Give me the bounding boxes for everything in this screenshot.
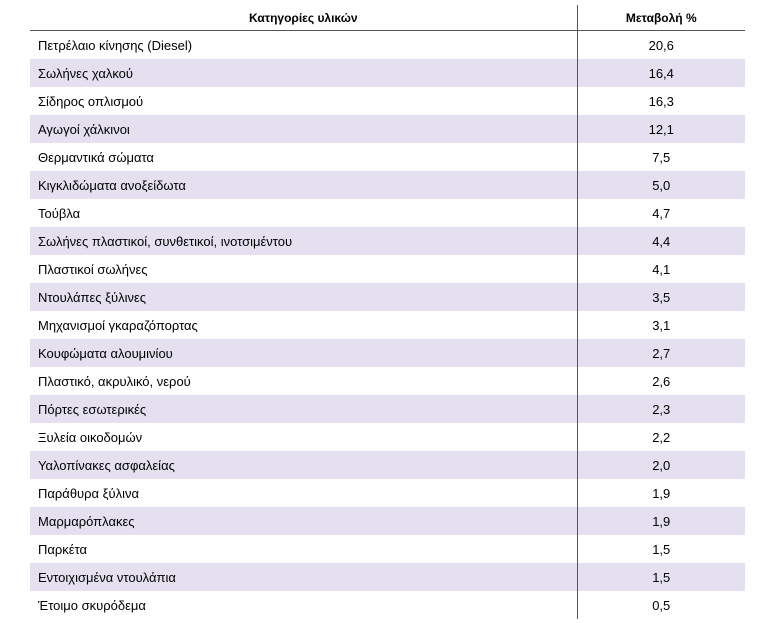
change-percent-cell: 2,7 — [577, 339, 745, 367]
material-category-cell: Πλαστικό, ακρυλικό, νερού — [38, 373, 191, 389]
table-row — [30, 451, 745, 479]
material-category-cell: Σωλήνες χαλκού — [30, 59, 577, 87]
material-category-cell: Έτοιμο σκυρόδεμα — [38, 597, 146, 613]
material-category-cell: Αγωγοί χάλκινοι — [30, 115, 577, 143]
table-row — [30, 31, 745, 60]
change-percent-cell: 1,9 — [577, 479, 745, 507]
material-category-cell: Θερμαντικά σώματα — [38, 149, 154, 165]
table-row — [30, 535, 745, 563]
change-percent-cell: 20,6 — [577, 31, 745, 60]
column-header-category: Κατηγορίες υλικών — [30, 5, 577, 31]
table-row — [30, 283, 745, 311]
change-percent-cell: 2,6 — [577, 367, 745, 395]
change-percent-cell: 3,5 — [577, 283, 745, 311]
change-percent-cell: 0,5 — [577, 591, 745, 619]
change-percent-cell: 2,3 — [577, 395, 745, 423]
material-category-cell: Ξυλεία οικοδομών — [38, 429, 143, 445]
change-percent-cell: 2,2 — [577, 423, 745, 451]
change-percent-cell: 1,5 — [577, 563, 745, 591]
materials-price-change-table — [30, 5, 745, 619]
change-percent-cell: 7,5 — [577, 143, 745, 171]
change-percent-cell: 2,0 — [577, 451, 745, 479]
table-row — [30, 171, 745, 199]
header-row — [30, 5, 745, 31]
material-category-cell: Εντοιχισμένα ντουλάπια — [30, 563, 577, 591]
table-row — [30, 563, 745, 591]
material-category-cell: Πλαστικοί σωλήνες — [38, 261, 148, 277]
material-category-cell: Πετρέλαιο κίνησης (Diesel) — [38, 37, 193, 53]
table-row — [30, 115, 745, 143]
material-category-cell: Κιγκλιδώματα ανοξείδωτα — [30, 171, 577, 199]
column-header-change: Μεταβολή % — [577, 5, 745, 31]
material-category-cell: Πόρτες εσωτερικές — [30, 395, 577, 423]
change-percent-cell: 4,4 — [577, 227, 745, 255]
material-category-cell: Σωλήνες πλαστικοί, συνθετικοί, ινοτσιμέντου — [30, 227, 577, 255]
change-percent-cell: 1,5 — [577, 535, 745, 563]
material-category-cell: Κουφώματα αλουμινίου — [30, 339, 577, 367]
table-row — [30, 507, 745, 535]
change-percent-cell: 16,4 — [577, 59, 745, 87]
materials-table-container — [30, 5, 745, 619]
material-category-cell: Σίδηρος οπλισμού — [38, 93, 144, 109]
change-percent-cell: 12,1 — [577, 115, 745, 143]
material-category-cell: Παράθυρα ξύλινα — [38, 485, 140, 501]
table-header — [30, 5, 745, 31]
change-percent-cell: 3,1 — [577, 311, 745, 339]
material-category-cell: Μηχανισμοί γκαραζόπορτας — [38, 317, 198, 333]
change-percent-cell: 1,9 — [577, 507, 745, 535]
table-body — [30, 31, 745, 620]
table-row — [30, 227, 745, 255]
change-percent-cell: 5,0 — [577, 171, 745, 199]
table-row — [30, 591, 745, 619]
table-row — [30, 255, 745, 283]
material-category-cell: Παρκέτα — [38, 541, 88, 557]
table-row — [30, 87, 745, 115]
change-percent-cell: 4,7 — [577, 199, 745, 227]
table-row — [30, 339, 745, 367]
table-row — [30, 395, 745, 423]
material-category-cell: Μαρμαρόπλακες — [30, 507, 577, 535]
table-row — [30, 143, 745, 171]
table-row — [30, 199, 745, 227]
change-percent-cell: 4,1 — [577, 255, 745, 283]
material-category-cell: Ντουλάπες ξύλινες — [30, 283, 577, 311]
table-row — [30, 311, 745, 339]
table-row — [30, 367, 745, 395]
material-category-cell: Τούβλα — [38, 205, 81, 221]
material-category-cell: Υαλοπίνακες ασφαλείας — [30, 451, 577, 479]
change-percent-cell: 16,3 — [577, 87, 745, 115]
table-row — [30, 479, 745, 507]
table-row — [30, 423, 745, 451]
table-row — [30, 59, 745, 87]
